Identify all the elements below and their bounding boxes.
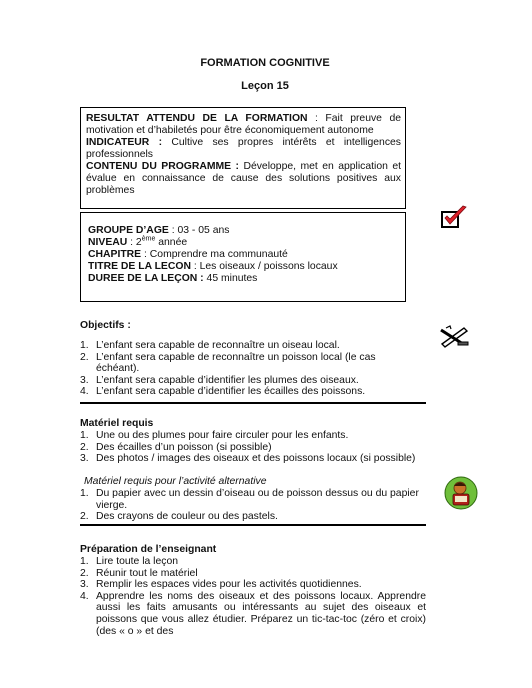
resultat-text: : Fait preuve de motivation et d’habiletés pour être économiquement autonome xyxy=(86,113,401,136)
list-item xyxy=(80,352,420,375)
indicateur-text: Cultive ses propres intérêts et intelligences professionnels xyxy=(86,137,402,160)
list-item xyxy=(80,591,426,637)
niveau-pre: : 2 xyxy=(127,237,142,248)
lesson-info-box xyxy=(80,212,406,302)
list-item xyxy=(80,556,426,568)
item-text: L’enfant sera capable d’identifier les plumes des oiseaux. xyxy=(96,374,359,386)
item-text: Remplir les espaces vides pour les activités quotidiennes. xyxy=(96,579,362,591)
list-item xyxy=(80,511,440,523)
item-number: 1. xyxy=(80,430,89,441)
item-text: Du papier avec un dessin d’oiseau ou de poisson dessus ou du papier vierge. xyxy=(96,488,419,511)
item-text: L’enfant sera capable de reconnaître un oiseau local. xyxy=(96,340,340,351)
objectifs-heading: Objectifs : xyxy=(80,320,131,331)
item-text: L’enfant sera capable d’identifier les écailles des poissons. xyxy=(96,386,366,398)
item-text: Des écailles d’un poisson (si possible) xyxy=(96,441,272,453)
item-number: 1. xyxy=(80,340,89,351)
list-item xyxy=(80,386,420,398)
list-item xyxy=(80,442,430,454)
preparation-list xyxy=(80,556,426,637)
item-text: Une ou des plumes pour faire circuler pour les enfants. xyxy=(96,430,349,441)
list-item xyxy=(80,340,420,352)
preparation-heading: Préparation de l’enseignant xyxy=(80,544,217,555)
pencil-ruler-icon xyxy=(438,324,470,348)
groupe-text: : 03 - 05 ans xyxy=(168,225,230,236)
item-text: Lire toute la leçon xyxy=(96,556,179,567)
item-text: L’enfant sera capable de reconnaître un poisson local (le cas échéant). xyxy=(96,351,376,375)
objectifs-list xyxy=(80,340,420,398)
item-number: 2. xyxy=(80,567,89,579)
niveau-label: NIVEAU xyxy=(88,237,128,248)
goals-box xyxy=(80,107,406,209)
item-number: 2. xyxy=(80,441,89,453)
titre-text: : Les oiseaux / poissons locaux xyxy=(190,261,338,272)
indicateur-label: INDICATEUR : xyxy=(86,137,163,148)
item-number: 4. xyxy=(80,386,89,398)
contenu-label: CONTENU DU PROGRAMME : xyxy=(86,161,240,172)
item-text: Des crayons de couleur ou des pastels. xyxy=(96,511,278,523)
niveau-sup: ème xyxy=(141,235,156,243)
contenu-text: Développe, met en application et évalue en connaissance de cause des solutions positives aux problèmes xyxy=(86,161,401,196)
document-title: FORMATION COGNITIVE xyxy=(200,57,330,69)
materiel-alt-list xyxy=(80,488,440,523)
list-item xyxy=(80,430,430,442)
list-item xyxy=(80,488,440,511)
list-item xyxy=(80,568,426,580)
item-number: 3. xyxy=(80,374,89,386)
groupe-label: GROUPE D’AGE xyxy=(88,225,169,236)
item-number: 4. xyxy=(80,590,89,602)
materiel-alt-heading: Matériel requis pour l’activité alternative xyxy=(84,476,267,487)
item-number: 3. xyxy=(80,579,89,591)
lesson-number: Leçon 15 xyxy=(241,80,289,92)
item-text: Apprendre les noms des oiseaux et des poissons locaux. Apprendre aussi les faits amusants ou intéressants au sujet des oiseaux et poissons que vous allez étudier. Préparez un tic-tac-toc (zéro et croix) (des « o » et des xyxy=(96,590,426,637)
section-divider xyxy=(80,402,426,404)
item-text: Des photos / images des oiseaux et des poissons locaux (si possible) xyxy=(96,453,416,465)
list-item xyxy=(80,579,426,591)
materiel-heading: Matériel requis xyxy=(80,418,154,429)
checkbox-checked-icon xyxy=(440,204,470,230)
item-number: 1. xyxy=(80,488,89,499)
chapitre-text: : Comprendre ma communauté xyxy=(141,249,288,260)
item-number: 2. xyxy=(80,351,89,363)
niveau-post: année xyxy=(155,237,188,248)
duree-label: DUREE DE LA LEÇON : xyxy=(88,273,204,284)
duree-text: 45 minutes xyxy=(203,273,258,284)
resultat-label: RESULTAT ATTENDU DE LA FORMATION xyxy=(86,113,308,124)
item-text: Réunir tout le matériel xyxy=(96,567,198,579)
chapitre-label: CHAPITRE xyxy=(88,249,142,260)
section-divider xyxy=(80,524,426,526)
reading-child-icon xyxy=(444,476,478,510)
list-item xyxy=(80,453,430,465)
item-number: 1. xyxy=(80,556,89,567)
materiel-list xyxy=(80,430,430,465)
item-number: 2. xyxy=(80,511,89,523)
titre-label: TITRE DE LA LECON xyxy=(88,261,191,272)
list-item xyxy=(80,375,420,387)
item-number: 3. xyxy=(80,453,89,465)
